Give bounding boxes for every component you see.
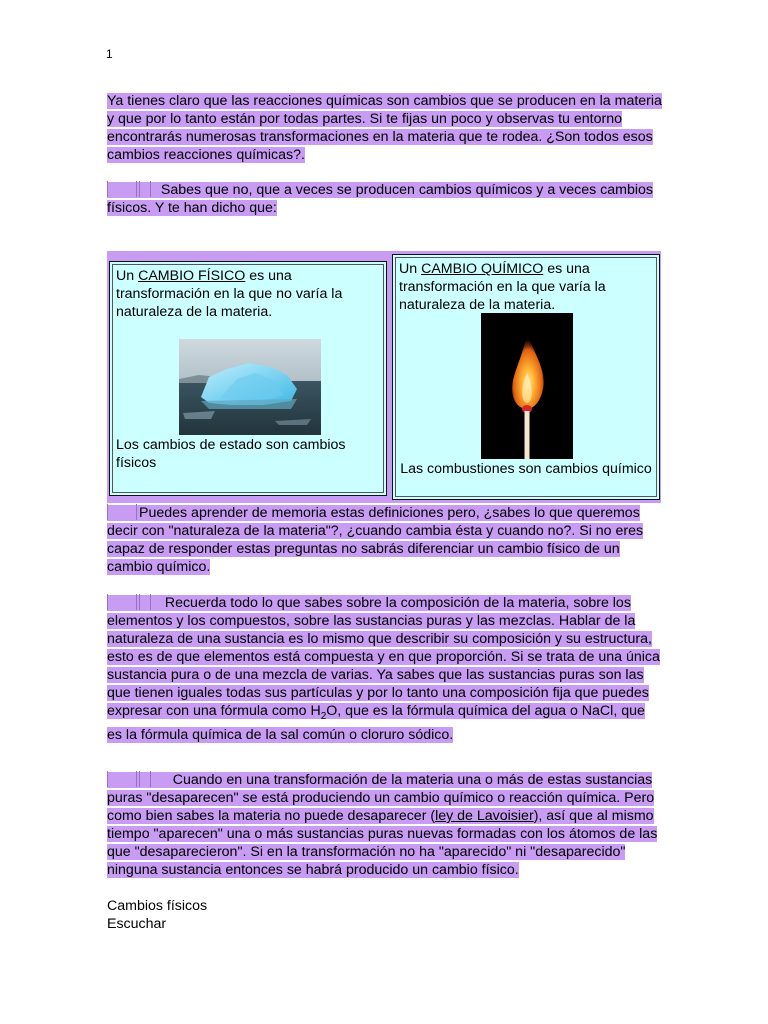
cambio-fisico-box xyxy=(109,261,387,496)
paragraph-cuando: Cuando en una transformación de la materia una o más de estas sustancias puras "desaparecen" se está produciendo un cambio químico o reacción química. Pero como bien sabes la materia no puede desaparecer (ley de Lavoisier), así que al mismo tiempo "aparecen" una o más sustancias puras nuevas formadas con los átomos de las que "desaparecieron". Si en la transformación no ha "aparecido" ni "desaparecido" ninguna sustancia entonces se habrá producido un cambio físico. xyxy=(107,772,658,878)
tab-marker xyxy=(139,181,151,197)
burning-match-image xyxy=(481,313,573,459)
cambio-fisico-definition: Un CAMBIO FÍSICO es una transformación en la que no varía la naturaleza de la materia. xyxy=(116,268,343,320)
footer-cambios-fisicos: Cambios físicos xyxy=(107,898,208,914)
paragraph-recuerda: Recuerda todo lo que sabes sobre la composición de la materia, sobre los elementos y los compuestos, sobre las sustancias puras y las mezclas. Hablar de la naturaleza de una sustancia es lo mismo que describir su composición y su estructura, esto es de que elementos está compuesta y en que proporción. Si se trata de una única sustancia pura o de una mezcla de varias. Ya sabes que las sustancias puras son las que tienen iguales todas sus partículas y por lo tanto una composición fija que puedes expresar con una fórmula como $H_2O$, que es la fórmula química del agua o NaCl, que es la fórmula química de la sal común o cloruro sódico. xyxy=(107,595,660,743)
cambio-quimico-definition: Un CAMBIO QUÍMICO es una transformación en la que varía la naturaleza de la materia. xyxy=(399,261,606,313)
tab-marker xyxy=(107,181,137,197)
iceberg-image xyxy=(179,339,321,435)
paragraph-puedes xyxy=(107,504,663,576)
tab-marker xyxy=(107,771,137,787)
cambio-quimico-caption: Las combustiones son cambios químico xyxy=(400,461,652,477)
cambio-quimico-box xyxy=(392,254,660,500)
cambio-fisico-caption: Los cambios de estado son cambios físicos xyxy=(116,437,346,471)
tab-marker xyxy=(107,504,137,520)
ley-de-lavoisier-link[interactable]: ley de Lavoisier xyxy=(435,808,534,824)
tab-marker xyxy=(139,771,151,787)
intro-text: Ya tienes claro que las reacciones químicas son cambios que se producen en la materia y que por lo tanto están por todas partes. Si te fijas un poco y observas tu entorno encontrarás numerosas transformaciones en la materia que te rodea. ¿Son todos esos cambios reacciones químicas?. xyxy=(107,93,662,163)
paragraph-sabes xyxy=(107,181,663,217)
paragraph-puedes-text: Puedes aprender de memoria estas definiciones pero, ¿sabes lo que queremos decir con "naturaleza de la materia"?, ¿cuando cambia ésta y cuando no?. Si no eres capaz de responder estas preguntas no sabrás diferenciar un cambio físico de un cambio químico. xyxy=(107,505,644,575)
footer-escuchar[interactable]: Escuchar xyxy=(107,916,167,932)
cambio-quimico-term: CAMBIO QUÍMICO xyxy=(421,261,544,277)
tab-marker xyxy=(139,594,151,610)
subscript-two: 2 xyxy=(320,710,327,722)
tab-marker xyxy=(107,594,137,610)
paragraph-sabes-text: Sabes que no, que a veces se producen cambios químicos y a veces cambios físicos. Y te han dicho que: xyxy=(107,182,653,216)
cambio-fisico-term: CAMBIO FÍSICO xyxy=(138,268,246,284)
intro-paragraph xyxy=(107,92,663,164)
page-number: 1 xyxy=(106,47,113,61)
